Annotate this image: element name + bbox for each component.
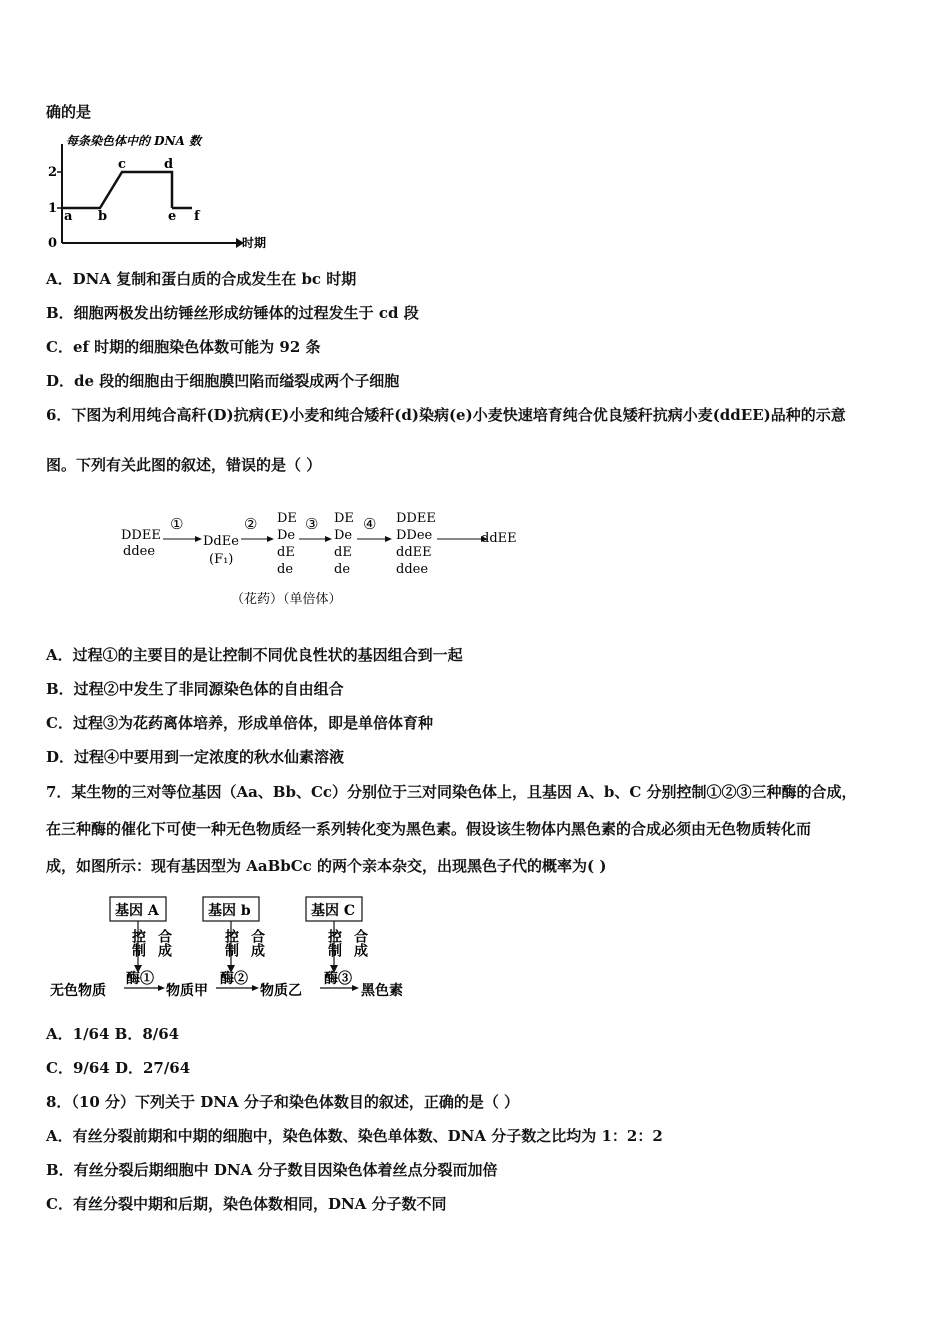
breeding-flow-diagram — [115, 505, 535, 615]
graph-y-tick-0: 0 — [48, 236, 58, 251]
enzyme-2-label: 酶② — [220, 971, 248, 987]
q5-option-c: C．ef 时期的细胞染色体数可能为 92 条 — [46, 338, 321, 356]
substance-b: 物质乙 — [260, 983, 302, 999]
gene-b-control-label: 控制 — [211, 929, 239, 945]
pathway-arrow-1-head-icon — [158, 985, 165, 991]
intro-fragment: 确的是 — [46, 103, 92, 121]
q7-stem-line1: 7．某生物的三对等位基因（Aa、Bb、Cc）分别位于三对同染色体上，且基因 A、b、C 分别控制①②③三种酶的合成， — [46, 783, 857, 801]
doubled-2: DDee — [396, 528, 433, 543]
substance-a: 物质甲 — [166, 983, 208, 999]
step-4-label: ④ — [363, 515, 377, 533]
q8-option-b: B．有丝分裂后期细胞中 DNA 分子数目因染色体着丝点分裂而加倍 — [46, 1161, 498, 1179]
q5-option-d: D．de 段的细胞由于细胞膜凹陷而缢裂成两个子细胞 — [46, 372, 400, 390]
gene-a-label: 基因 A — [115, 903, 159, 919]
graph-y-tick-1: 1 — [48, 201, 58, 216]
arrow-2-head-icon — [267, 536, 274, 542]
doubled-1: DDEE — [396, 511, 436, 526]
q5-option-b: B．细胞两极发出纺锤丝形成纺锤体的过程发生于 cd 段 — [46, 304, 419, 322]
arrow-1-head-icon — [195, 536, 202, 542]
gene-c-control-label: 控制 — [314, 929, 342, 945]
q6-stem-line2: 图。下列有关此图的叙述，错误的是（ ） — [46, 456, 322, 474]
q8-option-c: C．有丝分裂中期和后期，染色体数相同，DNA 分子数不同 — [46, 1195, 447, 1213]
gene-b-label: 基因 b — [208, 903, 251, 919]
doubled-3: ddEE — [396, 545, 432, 560]
q6-option-b: B．过程②中发生了非同源染色体的自由组合 — [46, 680, 344, 698]
step-2-label: ② — [244, 515, 258, 533]
final-genotype: ddEE — [481, 531, 517, 546]
graph-point-f: f — [194, 209, 200, 224]
diagram-caption: （花药）（单倍体） — [231, 592, 342, 607]
q7-options-ab: A．1/64 B．8/64 — [46, 1025, 180, 1043]
substance-colorless: 无色物质 — [50, 983, 106, 999]
step-1-label: ① — [170, 515, 184, 533]
graph-ylabel: 每条染色体中的 DNA 数 — [66, 134, 202, 148]
q6-option-a: A．过程①的主要目的是让控制不同优良性状的基因组合到一起 — [46, 646, 463, 664]
q5-option-a: A．DNA 复制和蛋白质的合成发生在 bc 时期 — [46, 270, 357, 288]
graph-point-c: c — [118, 157, 126, 172]
f1-label: (F₁) — [209, 552, 234, 567]
pathway-arrow-2-head-icon — [252, 985, 259, 991]
doubled-4: ddee — [396, 562, 429, 577]
q6-stem-line1: 6．下图为利用纯合高秆(D)抗病(E)小麦和纯合矮秆(d)染病(e)小麦快速培育纯合优良矮秆抗病小麦(ddEE)品种的示意 — [46, 406, 846, 424]
q6-option-d: D．过程④中要用到一定浓度的秋水仙素溶液 — [46, 748, 345, 766]
step-3-label: ③ — [305, 515, 319, 533]
arrow-4-head-icon — [385, 536, 392, 542]
q7-stem-line3: 成，如图所示：现有基因型为 AaBbCc 的两个亲本杂交，出现黑色子代的概率为( ) — [46, 857, 607, 875]
q7-options-cd: C．9/64 D．27/64 — [46, 1059, 191, 1077]
gamete-2: De — [277, 528, 296, 543]
q7-stem-line2: 在三种酶的催化下可使一种无色物质经一系列转化变为黑色素。假设该生物体内黑色素的合成必须由无色物质转化而 — [46, 820, 812, 838]
gamete-3: dE — [277, 545, 295, 560]
parent-2: ddee — [123, 544, 156, 559]
graph-point-a: a — [64, 209, 73, 224]
arrow-3-head-icon — [325, 536, 332, 542]
haploid-3: dE — [334, 545, 352, 560]
graph-point-d: d — [164, 157, 174, 172]
graph-dna-line — [62, 172, 172, 208]
dna-per-chromosome-graph — [40, 128, 280, 254]
gamete-1: DE — [277, 511, 297, 526]
parent-1: DDEE — [121, 528, 161, 543]
haploid-4: de — [334, 562, 351, 577]
f1-genotype: DdEe — [203, 534, 239, 549]
graph-xlabel: 时期 — [242, 236, 267, 250]
pathway-arrow-3-head-icon — [352, 985, 359, 991]
q8-option-a: A．有丝分裂前期和中期的细胞中，染色体数、染色单体数、DNA 分子数之比均为 1：2：2 — [46, 1127, 663, 1145]
gene-b-synth-label: 合成 — [237, 929, 265, 945]
graph-point-e: e — [168, 209, 177, 224]
gene-c-synth-label: 合成 — [340, 929, 368, 945]
melanin-pathway-diagram — [48, 893, 428, 1005]
q8-stem: 8．（10 分）下列关于 DNA 分子和染色体数目的叙述，正确的是（ ） — [46, 1093, 520, 1111]
enzyme-1-label: 酶① — [126, 971, 154, 987]
haploid-1: DE — [334, 511, 354, 526]
graph-y-tick-2: 2 — [48, 165, 58, 180]
gamete-4: de — [277, 562, 294, 577]
q6-option-c: C．过程③为花药离体培养，形成单倍体，即是单倍体育种 — [46, 714, 433, 732]
substance-melanin: 黑色素 — [361, 983, 403, 999]
enzyme-3-label: 酶③ — [324, 971, 352, 987]
gene-a-control-label: 控制 — [118, 929, 146, 945]
graph-point-b: b — [98, 209, 108, 224]
gene-c-label: 基因 C — [311, 903, 356, 919]
gene-a-synth-label: 合成 — [144, 929, 172, 945]
haploid-2: De — [334, 528, 353, 543]
